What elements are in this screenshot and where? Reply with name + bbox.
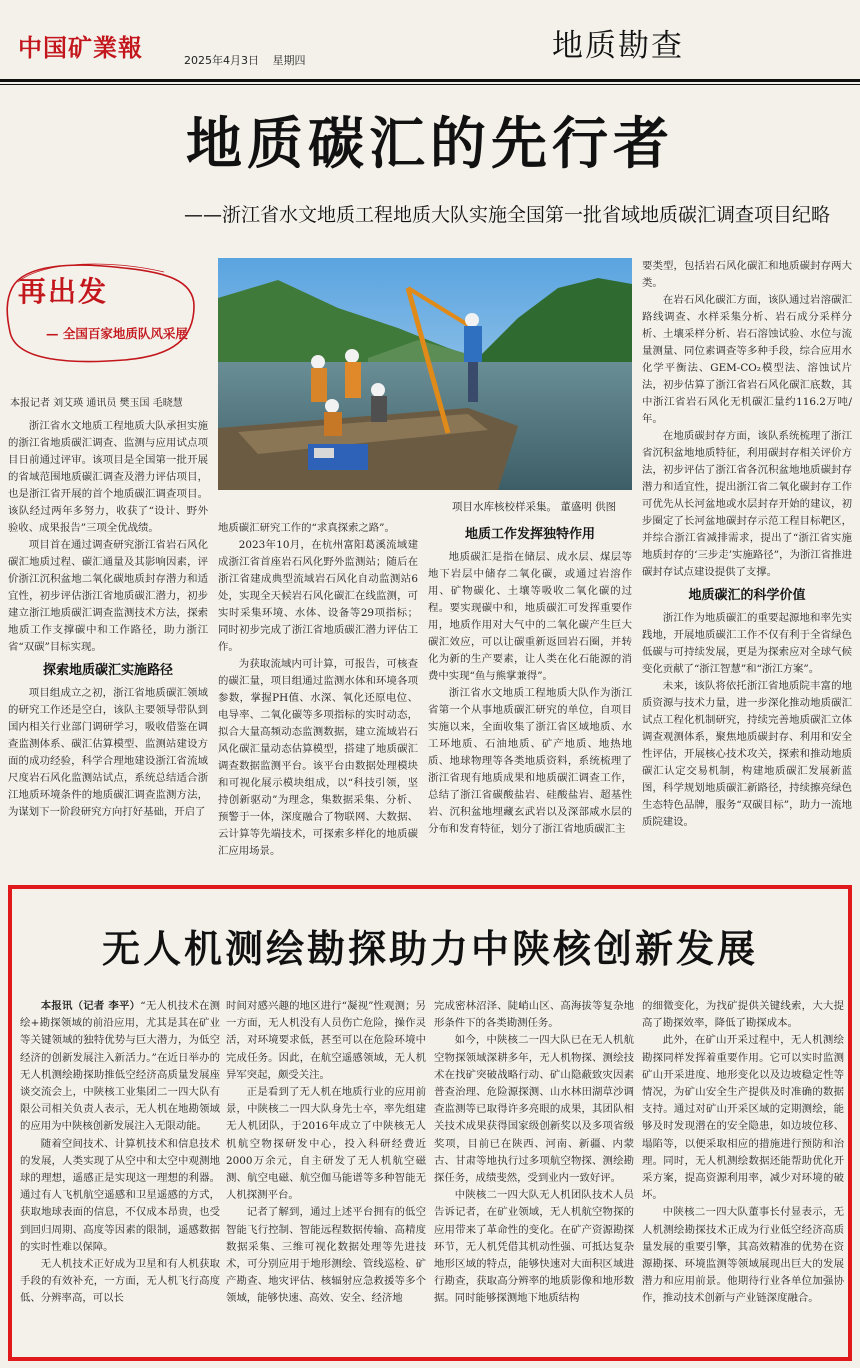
paragraph: 的细微变化，为找矿提供关键线索，大大提高了勘探效率，降低了勘探成本。 xyxy=(642,1000,844,1030)
paragraph: 随着空间技术、计算机技术和信息技术的发展，人类实现了从空中和太空中观测地球的理想，遥感正是实现这一理想的利器。通过有人飞机航空遥感和卫星遥感的方式，获取地球表面的信息，不仅成本昂贵，也受到回归周期、高度等因素的限制，遥感数据的实时性难以保障。 xyxy=(20,1137,220,1253)
photo-caption: 项目水库核校样采集。 董盛明 供图 xyxy=(452,501,617,513)
paragraph: 浙江作为地质碳汇的重要起源地和率先实践地，开展地质碳汇工作不仅有利于全省绿色低碳与可持续发展，更是为探索应对全球气候变化贡献了“浙江智慧”和“浙江方案”。 xyxy=(642,612,852,675)
paragraph: 2023年10月，在杭州富阳葛溪流域建成浙江省首座岩石风化野外监测站；随后在浙江省建成典型流域岩石风化自动监测站6处，实现全天候岩石风化碳汇在线监测，可实时采集环境、水体、设备等29项指标；同时初步完成了浙江省地质碳汇潜力评估工作。 xyxy=(218,539,418,653)
paragraph: 未来，该队将依托浙江省地质院丰富的地质资源与技术力量，进一步深化推动地质碳汇试点工程化机制研究，持续完善地质碳汇立体调查观测体系，聚焦地质碳封存、利用和安全性评估，开展核心技术攻关，探索和推动地质碳汇认定交易机制，构建地质碳汇发展新蓝图，科学规划地质碳汇新路径，持续擦亮绿色生态特色品牌，服务“双碳目标”，助力一流地质院建设。 xyxy=(642,680,852,828)
article-photo xyxy=(218,258,632,490)
sub-headline: ——浙江省水文地质工程地质大队实施全国第一批省域地质碳汇调查项目纪略 xyxy=(183,204,830,226)
lead-text: “无人机技术在测绘+勘探领域的前沿应用，尤其是其在矿业等关键领域的独特优势与巨大潜力，为低空经济的创新发展注入新活力。”在近日举办的无人机测绘勘探助推低空经济高质量发展座谈交流会上，中陕核工业集团二一四大队有限公司相关负责人表示，无人机在地勘领域的应用为中陕核创新发展注入无限动能。 xyxy=(20,1000,220,1133)
paragraph: 项目组成立之初，浙江省地质碳汇领域的研究工作还是空白，该队主要领导带队到国内相关行业部门调研学习，吸收借鉴在调查监测体系、碳汇估算模型、监测站建设方面的成功经验，科学合理地建设浙江省流域尺度岩石风化监测站试点，系统总结适合浙江地质环境条件的地质碳汇调查监测方法，为谋划下一阶段研究方向打好基础，开启了 xyxy=(8,687,208,818)
section-heading: 地质碳汇的科学价值 xyxy=(688,588,806,603)
paragraph: 正是看到了无人机在地质行业的应用前景，中陕核二一四大队身先士卒，率先组建无人机团队，于2016年成立了中陕核无人机航空物探研发中心，投入科研经费近2000万余元，自主研发了无人机航空磁测、航空电磁、航空伽马能谱等多种智能无人机探测平台。 xyxy=(226,1086,426,1202)
paragraph: 无人机技术正好成为卫星和有人机获取手段的有效补充，一方面，无人机飞行高度低、分辨率高，可以长 xyxy=(20,1258,220,1305)
series-subtitle: — 全国百家地质队风采展 xyxy=(46,326,188,341)
series-title: 再出发 xyxy=(18,275,109,308)
paragraph xyxy=(20,998,220,1136)
paragraph: 地质碳汇研究工作的“求真探索之路”。 xyxy=(218,522,395,534)
masthead-rule-thin xyxy=(0,84,860,85)
story2-headline: 无人机测绘勘探助力中陕核创新发展 xyxy=(101,927,758,971)
paragraph: 记者了解到，通过上述平台拥有的低空智能飞行控制、智能远程数据传输、高精度数据采集、三维可视化数据处理等先进技术，可分别应用于地形测绘、管线巡检、矿产勘查、地灾评估、核辐射应急救援等多个领域，能够快速、高效、安全、经济地 xyxy=(226,1206,426,1305)
story2-column-4 xyxy=(642,998,844,1354)
paragraph: 地质碳汇是指在储层、成水层、煤层等地下岩层中储存二氧化碳，或通过岩溶作用、矿物碳化、土壤等吸收二氧化碳的过程。要实现碳中和，地质碳汇可发挥重要作用，地质作用对大气中的二氧化碳产生巨大碳汇效应，可以让碳重新返回岩石圈，并转化为新的生产要素，让人类在化石能源的消费中实现“鱼与熊掌兼得”。 xyxy=(428,551,632,682)
paragraph: 此外，在矿山开采过程中，无人机测绘勘探同样发挥着重要作用。它可以实时监测矿山开采进度、地形变化以及边坡稳定性等情况，为矿山安全生产提供及时准确的数据支持。通过对矿山开采区域的定期测绘，能够及时发现潜在的安全隐患，如边坡位移、塌陷等，以便采取相应的措施进行预防和治理。同时，无人机测绘数据还能帮助优化开采方案，提高资源利用率，减少对环境的破坏。 xyxy=(642,1034,844,1202)
section-heading: 探索地质碳汇实施路径 xyxy=(42,663,173,678)
section-title: 地质勘查 xyxy=(552,28,684,64)
paragraph: 完成密林沼泽、陡峭山区、高海拔等复杂地形条件下的各类勘测任务。 xyxy=(434,1000,634,1030)
date-text: 2025年4月3日 xyxy=(184,54,259,67)
paragraph: 在地质碳封存方面，该队系统梳理了浙江省沉积盆地地质特征，利用碳封存相关评价方法，初步评估了浙江省各沉积盆地地质碳封存潜力和适宜性，提出浙江省二氧化碳封存工作可优先从长河盆地或水层封存开始的建议，初步圈定了长河盆地碳封存示范工程目标靶区，并综合浙江省减排需求，提出了“浙江省实施地质封存的‘三步走’实施路径”，为浙江省推进碳封存试点建设提供了支撑。 xyxy=(642,430,852,578)
story1-column-2 xyxy=(218,520,418,884)
series-badge xyxy=(4,258,200,370)
paragraph: 要类型，包括岩石风化碳汇和地质碳封存两大类。 xyxy=(642,260,852,289)
paragraph: 项目首在通过调查研究浙江省岩石风化碳汇地质过程、碳汇通量及其影响因素，评价浙江沉积盆地二氧化碳地质封存潜力和适宜性，初步评估浙江省地质碳汇潜力，初步建立浙江地质碳汇调查监测技术方法，探索地质工作支撑碳中和工作路径，助力浙江省“双碳”目标实现。 xyxy=(8,539,208,653)
paragraph: 如今，中陕核二一四大队已在无人机航空物探领域深耕多年，无人机物探、测绘技术在找矿突破战略行动、矿山隐蔽致灾因素普查治理、危险源探测、山水林田湖草沙调查监测等已取得许多亮眼的成果，其团队相关技术成果获得国家级创新奖以及多项省级奖项，目前已在陕西、河南、新疆、内蒙古、甘肃等地执行过多项航空物探、测绘勘探任务，成绩斐然，受到业内一致好评。 xyxy=(434,1034,634,1185)
paragraph: 中陕核二一四大队董事长付显表示，无人机测绘勘探技术正成为行业低空经济高质量发展的重要引擎，其高效精准的优势在资源勘探、环境监测等领域展现出巨大的发展潜力和应用前景。他期待行业各单位加强协作，推动技术创新与产业链深度融合。 xyxy=(642,1206,844,1305)
masthead-rule xyxy=(0,79,860,82)
newspaper-logo: 中国矿業報 xyxy=(18,33,143,62)
section-heading: 地质工作发挥独特作用 xyxy=(464,527,595,542)
weekday-text: 星期四 xyxy=(272,54,306,67)
story1-column-4 xyxy=(642,258,852,884)
story2-column-1 xyxy=(20,998,220,1354)
story1-column-1 xyxy=(8,418,208,884)
byline: 本报记者 刘艾瑛 通讯员 樊玉国 毛晓慧 xyxy=(10,398,183,409)
story2-column-2 xyxy=(226,998,426,1354)
paragraph: 为获取流域内可计算，可报告，可核查的碳汇量，项目组通过监测水体和环境各项参数，掌握PH值、水深、氧化还原电位、电导率、二氧化碳等多项指标的实时动态，拟合大量高频动态监测数据，建立流域岩石风化碳汇量动态估算模型，搭建了地质碳汇调查数据监测平台。该平台由数据处理模块和可视化展示模块组成，以“科技引领，坚持创新驱动”为理念，集数据采集、分析、预警于一体，深度融合了物联网、大数据、云计算等先端技术，可探索多样化的地质碳汇应用场景。 xyxy=(218,658,418,857)
paragraph: 浙江省水文地质工程地质大队作为浙江省第一个从事地质碳汇研究的单位，自项目实施以来，全面收集了浙江省区域地质、水工环地质、石油地质、矿产地质、地热地质、地球物理等各类地质资料，系统梳理了浙江省现有地质成果和地质碳汇调查工作，总结了浙江省碳酸盐岩、硅酸盐岩、超基性岩、沉积盆地埋藏玄武岩以及深部咸水层的分布和发育特征，划分了浙江省地质碳汇主 xyxy=(428,687,632,835)
paragraph: 在岩石风化碳汇方面，该队通过岩溶碳汇路线调查、水样采集分析、岩石成分采样分析、土壤采样分析、岩石溶蚀试验、水位与流量测量、同位素调查等多种手段，综合应用水化学平衡法、GEM-CO₂模型法、溶蚀试片法，初步估算了浙江省岩石风化碳汇底数，其中浙江省岩石风化无机碳汇量约116.2万吨/年。 xyxy=(642,294,852,425)
main-headline: 地质碳汇的先行者 xyxy=(186,112,674,177)
paragraph: 中陕核二一四大队无人机团队技术人员告诉记者，在矿业领域，无人机航空物探的应用带来了革命性的变化。在矿产资源勘探环节，无人机凭借其机动性强、可抵达复杂地形区域的特点，能够快速对大面积区域进行勘查，获取高分辨率的地质影像和地形数据。同时能够探测地下地质结构 xyxy=(434,1189,634,1305)
lake-survey-photo xyxy=(218,258,632,490)
paragraph: 浙江省水文地质工程地质大队承担实施的浙江省地质碳汇调查、监测与应用试点项目日前通过评审。该项目是全国第一批开展的省域范围地质碳汇调查及潜力评估项目，也是浙江省开展的首个地质碳汇调查项目。该队经过两年多努力，收获了“设计、野外验收、成果报告”三项全优战绩。 xyxy=(8,420,208,534)
publication-date xyxy=(184,52,316,68)
story2-column-3 xyxy=(434,998,634,1354)
paragraph: 时间对感兴趣的地区进行“凝视”性观测；另一方面，无人机没有人员伤亡危险，操作灵活，对环境要求低，甚至可以在危险环境中完成任务。因此，在航空遥感领域，无人机异军突起，颇受关注。 xyxy=(226,1000,426,1081)
byline: 本报讯（记者 李平） xyxy=(40,1000,141,1012)
story1-column-3 xyxy=(428,520,632,884)
